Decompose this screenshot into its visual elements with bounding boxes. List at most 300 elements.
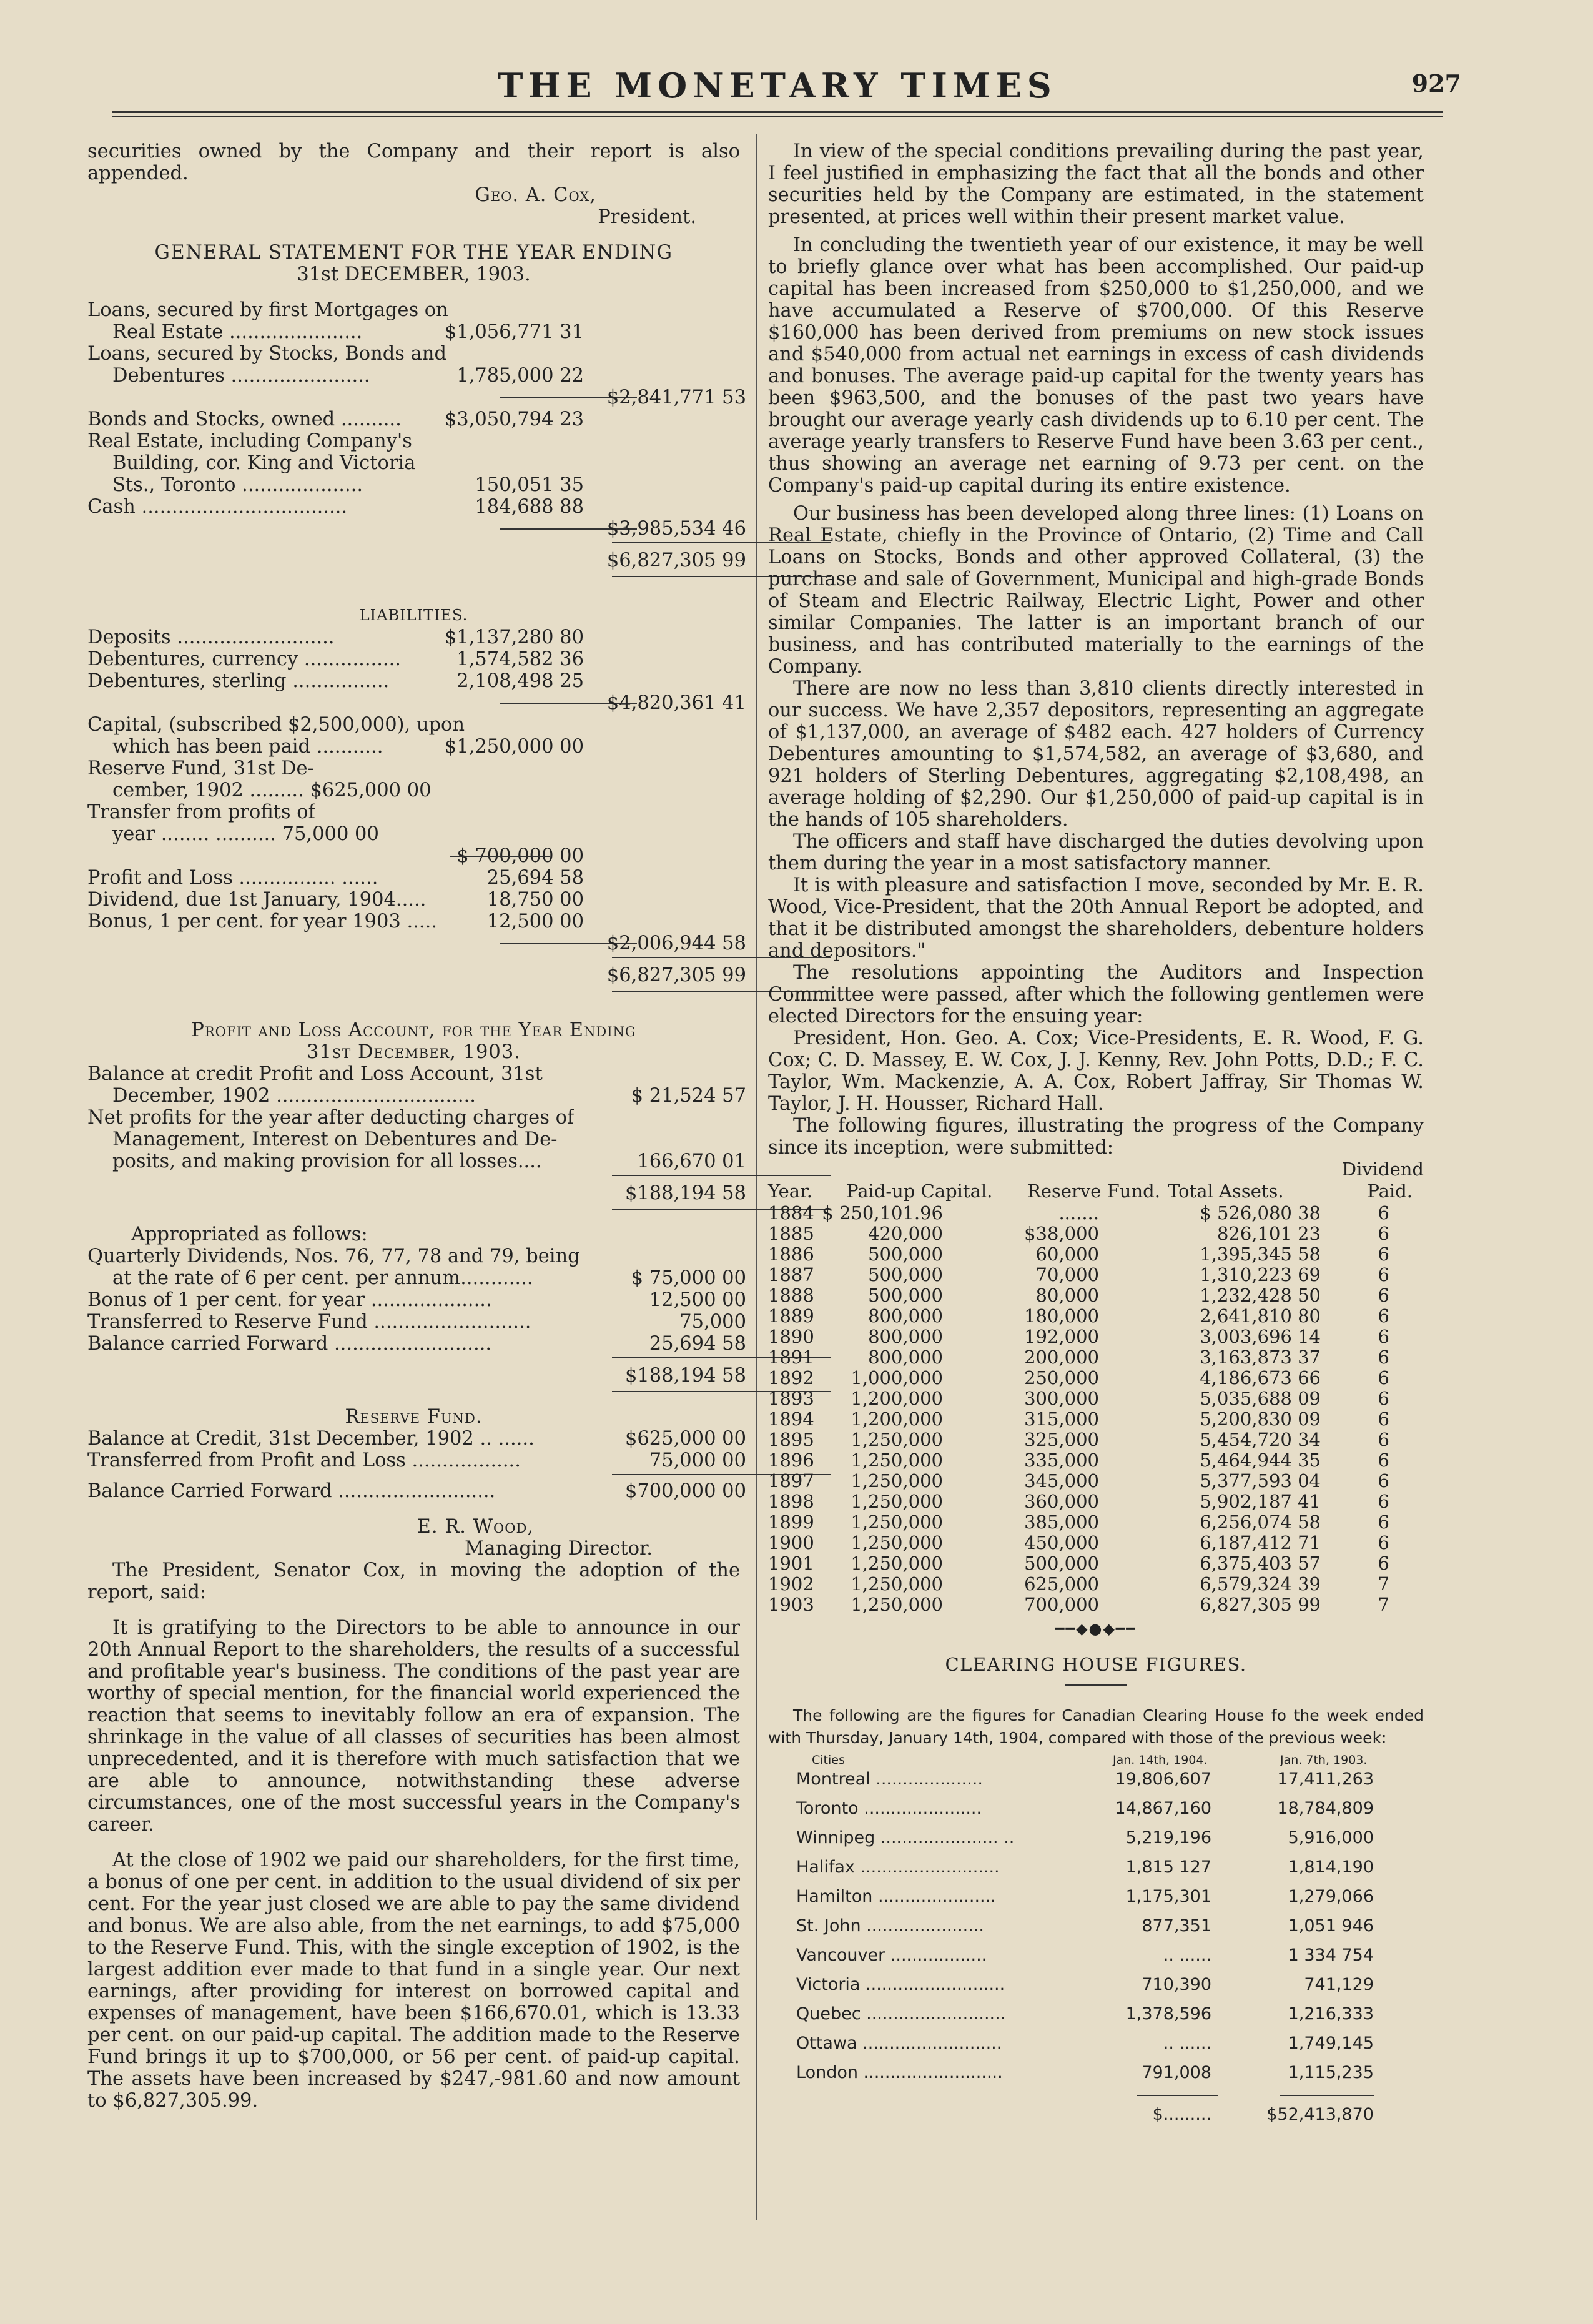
ledger-row: [87, 474, 740, 496]
hist-year: 1886: [768, 1244, 814, 1265]
ledger-subtotal: 75,000 00: [649, 1450, 746, 1471]
appropriation-total-row: [87, 1355, 746, 1392]
reserve-fund-title: Reserve Fund.: [345, 1406, 483, 1428]
hist-dividend: 6: [1378, 1285, 1389, 1306]
clearing-row: [768, 1768, 1424, 1797]
ledger-label: Management, Interest on Debentures and De-: [112, 1129, 558, 1150]
reserve-fund-table: [87, 1428, 746, 1471]
clearing-city: Ottawa ..........................: [796, 2034, 1002, 2053]
ledger-subtotal: 12,500 00: [649, 1289, 746, 1311]
ledger-row: [87, 736, 740, 758]
profit-loss-total-row: [87, 1172, 746, 1210]
hist-paid-up: 500,000: [868, 1244, 943, 1265]
reserve-balance-label: Balance Carried Forward ..........................: [87, 1480, 496, 1502]
hist-assets: 4,186,673 66: [1200, 1367, 1321, 1388]
ledger-label: Profit and Loss ................ ......: [87, 867, 378, 889]
clearing-value-1904: 1,378,596: [1125, 2004, 1211, 2024]
hist-reserve: 60,000: [1035, 1244, 1099, 1265]
hist-assets: 5,035,688 09: [1200, 1388, 1321, 1409]
ledger-subtotal: $ 21,524 57: [631, 1085, 746, 1107]
clearing-intro: The following are the figures for Canadian Clearing House fo the week ended with Thursday, January 14th, 1904, compared with those of the previous week:: [768, 1706, 1424, 1747]
clearing-title-rule: [1065, 1684, 1127, 1686]
ledger-row: [87, 1311, 746, 1333]
table-row: [768, 1244, 1424, 1264]
hist-reserve: .......: [1058, 1202, 1099, 1224]
hist-year: 1899: [768, 1511, 814, 1533]
hist-dividend: 6: [1378, 1408, 1389, 1430]
ledger-label: Balance at Credit, 31st December, 1902 .. ......: [87, 1428, 535, 1450]
hist-assets: 5,464,944 35: [1200, 1450, 1321, 1471]
hist-year: 1898: [768, 1491, 814, 1512]
liabilities-title: LIABILITIES.: [359, 606, 468, 624]
hist-paid-up: $ 250,101.96: [822, 1202, 943, 1224]
clearing-value-1903: 5,916,000: [1288, 1828, 1374, 1847]
ledger-label: Reserve Fund, 31st De-: [87, 758, 314, 779]
ledger-label: Bonds and Stocks, owned ..........: [87, 408, 402, 430]
hist-dividend: 6: [1378, 1202, 1389, 1224]
clearing-city: Quebec ..........................: [796, 2004, 1006, 2024]
clearing-total-row: [768, 2104, 1424, 2125]
ledger-subtotal: $2,006,944 58: [606, 932, 746, 954]
signature-cox: Geo. A. Cox,: [475, 184, 596, 206]
ledger-label: Building, cor. King and Victoria: [112, 452, 416, 474]
ledger-row: [87, 1450, 746, 1471]
hist-dividend: 6: [1378, 1553, 1389, 1574]
col-year: Year.: [768, 1180, 812, 1202]
clearing-total-1904: $.........: [1152, 2105, 1211, 2124]
twentieth-year-paragraph: In concluding the twentieth year of our existence, it may be well to briefly glance over what has been accomplished. Our paid-up capital has been increased from $250,000 to $1,250,000, and we have accumulated a Reserve of $700,000. Of this Reserve $160,000 has been derived from premiums on new stock issues and $540,000 from actual net earnings in excess of cash dividends and bonuses. The average paid-up capital for the twenty years has been $963,500, and the bonuses of the past two years have brought our average yearly cash dividends up to 6.10 per cent. The average yearly transfers to Reserve Fund have been 3.63 per cent., thus showing an average net earning of 9.73 per cent. on the Company's paid-up capital during its entire existence.: [768, 234, 1424, 497]
clearing-city: Toronto ......................: [796, 1799, 982, 1818]
ledger-row: [87, 801, 740, 823]
hist-reserve: 325,000: [1024, 1429, 1099, 1450]
hist-assets: 3,003,696 14: [1200, 1326, 1321, 1347]
assets-total: $6,827,305 99: [606, 550, 746, 571]
ledger-row: [87, 714, 740, 736]
ledger-label: at the rate of 6 per cent. per annum............: [112, 1267, 533, 1289]
ledger-subtotal: 166,670 01: [637, 1150, 746, 1172]
ledger-row: [87, 452, 740, 474]
masthead-rule: [112, 111, 1443, 117]
hist-paid-up: 1,250,000: [851, 1553, 943, 1574]
clearing-value-1903: 1 334 754: [1288, 1946, 1374, 1965]
clearing-value-1904: 1,175,301: [1125, 1887, 1211, 1906]
ledger-row: [87, 408, 740, 430]
clearing-city: Halifax ..........................: [796, 1857, 1000, 1877]
assets-table: [87, 299, 746, 540]
clearing-value-1904: 710,390: [1142, 1975, 1211, 1994]
ledger-subtotal: $625,000 00: [624, 1428, 746, 1450]
ledger-row: [87, 1267, 746, 1289]
gratifying-paragraph: It is gratifying to the Directors to be able to announce in our 20th Annual Report to the shareholders, the results of a successful and profitable year's business. The conditions of the past year are worthy of special mention, for the financial world experienced the reaction that seems to inevitably follow an era of expansion. The shrinkage in the value of all classes of securities has been almost unprecedented, and it is therefore with much satisfaction that we are able to announce, notwithstanding these adverse circumstances, one of the most successful years in the Company's career.: [87, 1617, 740, 1836]
hist-reserve: 250,000: [1024, 1367, 1099, 1388]
table-row: [768, 1491, 1424, 1511]
clearing-value-1904: 877,351: [1142, 1916, 1211, 1936]
clearing-city: Victoria ..........................: [796, 1975, 1005, 1994]
ledger-subtotal: $3,985,534 46: [606, 518, 746, 540]
hist-dividend: 6: [1378, 1470, 1389, 1491]
clearing-col-1903: Jan. 7th, 1903.: [1280, 1753, 1368, 1767]
hist-paid-up: 500,000: [868, 1285, 943, 1306]
hist-dividend: 6: [1378, 1347, 1389, 1368]
reserve-balance-value: $700,000 00: [624, 1480, 746, 1502]
hist-paid-up: 1,250,000: [851, 1429, 943, 1450]
hist-dividend: 6: [1378, 1264, 1389, 1285]
hist-assets: 826,101 23: [1216, 1223, 1321, 1244]
ledger-label: Bonus, 1 per cent. for year 1903 .....: [87, 911, 437, 932]
table-row: [768, 1532, 1424, 1553]
clearing-value-1903: 18,784,809: [1277, 1799, 1374, 1818]
intro-text: securities owned by the Company and their report is also appended.: [87, 141, 740, 184]
profit-loss-total: $188,194 58: [624, 1182, 746, 1204]
clearing-row: [768, 1944, 1424, 1974]
hist-dividend: 6: [1378, 1532, 1389, 1553]
ledger-label: Debentures, sterling ................: [87, 670, 390, 692]
table-row: [768, 1594, 1424, 1614]
clearing-value-1903: 1,749,145: [1288, 2034, 1374, 2053]
ledger-amount: 12,500 00: [486, 911, 584, 932]
history-table: [768, 1202, 1424, 1614]
clearing-row: [768, 1827, 1424, 1856]
hist-assets: 5,902,187 41: [1200, 1491, 1321, 1512]
ledger-row: [87, 1245, 740, 1267]
clearing-value-1904: 19,806,607: [1115, 1769, 1211, 1789]
hist-dividend: 6: [1378, 1244, 1389, 1265]
hist-reserve: 300,000: [1024, 1388, 1099, 1409]
hist-paid-up: 1,250,000: [851, 1532, 943, 1553]
hist-reserve: 625,000: [1024, 1573, 1099, 1595]
hist-dividend: 7: [1378, 1594, 1389, 1615]
table-row: [768, 1388, 1424, 1408]
hist-reserve: 315,000: [1024, 1408, 1099, 1430]
hist-year: 1903: [768, 1594, 814, 1615]
clearing-city: Winnipeg ...................... ..: [796, 1828, 1015, 1847]
hist-paid-up: 1,250,000: [851, 1594, 943, 1615]
hist-assets: 6,256,074 58: [1200, 1511, 1321, 1533]
clearing-row: [768, 2003, 1424, 2032]
hist-paid-up: 1,250,000: [851, 1470, 943, 1491]
hist-assets: 1,310,223 69: [1200, 1264, 1321, 1285]
clearing-value-1904: 5,219,196: [1125, 1828, 1211, 1847]
hist-year: 1890: [768, 1326, 814, 1347]
ledger-row: [87, 758, 740, 779]
page-number: 927: [1411, 69, 1461, 97]
hist-assets: 6,187,412 71: [1200, 1532, 1321, 1553]
hist-reserve: 360,000: [1024, 1491, 1099, 1512]
ledger-row: [87, 1428, 746, 1450]
ledger-amount: $3,050,794 23: [444, 408, 584, 430]
ledger-label: Debentures, currency ................: [87, 648, 401, 670]
left-column: [87, 141, 746, 2112]
table-row: [768, 1367, 1424, 1388]
hist-reserve: 70,000: [1035, 1264, 1099, 1285]
hist-assets: 5,377,593 04: [1200, 1470, 1321, 1491]
clearing-city: Montreal ....................: [796, 1769, 983, 1789]
general-statement-date: 31st DECEMBER, 1903.: [297, 264, 531, 285]
hist-paid-up: 1,200,000: [851, 1408, 943, 1430]
ledger-row: [87, 387, 746, 408]
clearing-header: [768, 1749, 1424, 1768]
hist-assets: 6,579,324 39: [1200, 1573, 1321, 1595]
ledger-label: posits, and making provision for all losses....: [112, 1150, 542, 1172]
ledger-label: Real Estate ......................: [112, 321, 363, 343]
ledger-row: [87, 1107, 740, 1129]
president-paragraph: The President, Senator Cox, in moving the adoption of the report, said:: [87, 1560, 740, 1603]
ledger-label: Balance carried Forward ..........................: [87, 1333, 492, 1355]
hist-year: 1887: [768, 1264, 814, 1285]
hist-year: 1884: [768, 1202, 814, 1224]
hist-reserve: 385,000: [1024, 1511, 1099, 1533]
table-row: [768, 1573, 1424, 1594]
hist-reserve: $38,000: [1024, 1223, 1099, 1244]
masthead: [112, 66, 1461, 116]
clearing-value-1904: .. ......: [1163, 1946, 1211, 1965]
ledger-label: Transferred from Profit and Loss ..................: [87, 1450, 521, 1471]
ledger-row: [87, 365, 740, 387]
clearing-row: [768, 1797, 1424, 1827]
hist-reserve: 450,000: [1024, 1532, 1099, 1553]
hist-dividend: 6: [1378, 1491, 1389, 1512]
hist-paid-up: 1,200,000: [851, 1388, 943, 1409]
ledger-label: Real Estate, including Company's: [87, 430, 412, 452]
hist-reserve: 700,000: [1024, 1594, 1099, 1615]
hist-year: 1901: [768, 1553, 814, 1574]
hist-dividend: 6: [1378, 1326, 1389, 1347]
hist-year: 1888: [768, 1285, 814, 1306]
clearing-value-1903: 1,279,066: [1288, 1887, 1374, 1906]
hist-assets: 1,232,428 50: [1200, 1285, 1321, 1306]
ledger-subtotal: $2,841,771 53: [606, 387, 746, 408]
ledger-row: [87, 1063, 740, 1085]
col-paid-up: Paid-up Capital.: [846, 1180, 993, 1202]
ledger-amount: $ 700,000 00: [456, 845, 584, 867]
motion-paragraph: It is with pleasure and satisfaction I move, seconded by Mr. E. R. Wood, Vice-President, that the 20th Annual Report be adopted, and that it be distributed amongst the shareholders, debenture holders and depositors.": [768, 874, 1424, 962]
hist-year: 1894: [768, 1408, 814, 1430]
ledger-label: Quarterly Dividends, Nos. 76, 77, 78 and 79, being: [87, 1245, 580, 1267]
general-statement-title: GENERAL STATEMENT FOR THE YEAR ENDING: [154, 242, 673, 264]
hist-assets: 5,200,830 09: [1200, 1408, 1321, 1430]
ledger-subtotal: $ 75,000 00: [631, 1267, 746, 1289]
signature-cox-title: President.: [598, 206, 696, 228]
ledger-row: [87, 518, 746, 540]
ledger-row: [87, 1333, 746, 1355]
col-dividend: Dividend: [1341, 1159, 1424, 1180]
table-row: [768, 1223, 1424, 1244]
clearing-value-1903: 1,216,333: [1288, 2004, 1374, 2024]
ornament: ━━◆●◆━━: [1055, 1620, 1137, 1638]
hist-paid-up: 1,250,000: [851, 1573, 943, 1595]
ledger-row: [87, 845, 740, 867]
hist-paid-up: 1,000,000: [851, 1367, 943, 1388]
hist-dividend: 6: [1378, 1305, 1389, 1327]
table-row: [768, 1326, 1424, 1347]
clearing-city: Vancouver ..................: [796, 1946, 987, 1965]
hist-year: 1892: [768, 1367, 814, 1388]
ledger-row: [87, 626, 740, 648]
ledger-row: [87, 1129, 740, 1150]
hist-reserve: 80,000: [1035, 1285, 1099, 1306]
table-row: [768, 1408, 1424, 1429]
hist-assets: $ 526,080 38: [1200, 1202, 1321, 1224]
ledger-amount: $1,056,771 31: [444, 321, 584, 343]
reserve-balance-row: [87, 1480, 746, 1502]
table-row: [768, 1202, 1424, 1223]
liabilities-total: $6,827,305 99: [606, 964, 746, 986]
ledger-amount: 25,694 58: [486, 867, 584, 889]
ledger-row: [87, 1085, 746, 1107]
hist-paid-up: 800,000: [868, 1326, 943, 1347]
three-lines-paragraph: Our business has been developed along three lines: (1) Loans on Real Estate, chiefly in the Province of Ontario, (2) Time and Call Loans on Stocks, Bonds and other approved Collateral, (3) the purchase and sale of Government, Municipal and high-grade Bonds of Steam and Electric Railway, Electric Light, Power and other similar Companies. The latter is an important branch of our business, and has contributed materially to the earnings of the Company.: [768, 503, 1424, 678]
hist-paid-up: 800,000: [868, 1305, 943, 1327]
clearing-city: London ..........................: [796, 2063, 1003, 2082]
ledger-label: Dividend, due 1st January, 1904.....: [87, 889, 427, 911]
hist-reserve: 200,000: [1024, 1347, 1099, 1368]
table-row: [768, 1264, 1424, 1285]
ledger-row: [87, 321, 740, 343]
hist-assets: 1,395,345 58: [1200, 1244, 1321, 1265]
hist-year: 1889: [768, 1305, 814, 1327]
table-row: [768, 1470, 1424, 1491]
ledger-amount: $1,250,000 00: [444, 736, 584, 758]
hist-dividend: 6: [1378, 1450, 1389, 1471]
ledger-amount: 184,688 88: [475, 496, 584, 518]
ledger-label: Transferred to Reserve Fund ..........................: [87, 1311, 531, 1333]
clearing-row: [768, 1856, 1424, 1886]
ledger-subtotal: $4,820,361 41: [606, 692, 746, 714]
ledger-subtotal: 75,000: [679, 1311, 746, 1333]
ledger-amount: 1,574,582 36: [456, 648, 584, 670]
ledger-row: [87, 779, 740, 801]
profit-loss-title: Profit and Loss Account, for the Year Ending: [191, 1019, 636, 1041]
ledger-row: [87, 692, 746, 714]
col-reserve: Reserve Fund.: [1027, 1180, 1160, 1202]
ledger-label: Deposits ..........................: [87, 626, 335, 648]
hist-reserve: 335,000: [1024, 1450, 1099, 1471]
appropriation-total: $188,194 58: [624, 1365, 746, 1387]
profit-loss-date: 31st December, 1903.: [307, 1041, 521, 1063]
assets-total-row: [87, 540, 746, 577]
table-row: [768, 1305, 1424, 1326]
hist-year: 1896: [768, 1450, 814, 1471]
ledger-row: [87, 343, 740, 365]
clearing-row: [768, 1886, 1424, 1915]
ledger-row: [87, 648, 740, 670]
special-conditions-paragraph: In view of the special conditions prevailing during the past year, I feel justified in emphasizing the fact that all the bonds and other securities held by the Company are estimated, in the statement presented, at prices well within their present market value.: [768, 141, 1424, 228]
clearing-value-1903: 1,051 946: [1288, 1916, 1374, 1936]
liabilities-total-row: [87, 954, 746, 992]
clearing-row: [768, 2062, 1424, 2091]
clearing-city: Hamilton ......................: [796, 1887, 996, 1906]
table-row: [768, 1450, 1424, 1470]
hist-year: 1902: [768, 1573, 814, 1595]
ledger-label: Transfer from profits of: [87, 801, 315, 823]
hist-dividend: 7: [1378, 1573, 1389, 1595]
hist-year: 1885: [768, 1223, 814, 1244]
ledger-label: Balance at credit Profit and Loss Account, 31st: [87, 1063, 543, 1085]
hist-year: 1891: [768, 1347, 814, 1368]
hist-assets: 3,163,873 37: [1200, 1347, 1321, 1368]
appropriated-title: Appropriated as follows:: [131, 1224, 368, 1245]
ledger-row: [87, 496, 740, 518]
clearing-value-1904: 14,867,160: [1115, 1799, 1211, 1818]
signature-wood-title: Managing Director.: [465, 1538, 653, 1560]
hist-dividend: 6: [1378, 1429, 1389, 1450]
hist-dividend: 6: [1378, 1367, 1389, 1388]
clearing-value-1904: 791,008: [1142, 2063, 1211, 2082]
ledger-label: Bonus of 1 per cent. for year ....................: [87, 1289, 492, 1311]
ledger-label: Net profits for the year after deducting charges of: [87, 1107, 575, 1129]
ledger-label: Cash ..................................: [87, 496, 348, 518]
clearing-value-1904: 1,815 127: [1125, 1857, 1211, 1877]
hist-assets: 6,375,403 57: [1200, 1553, 1321, 1574]
hist-year: 1893: [768, 1388, 814, 1409]
signature-wood: E. R. Wood,: [417, 1516, 534, 1538]
clearing-city: St. John ......................: [796, 1916, 984, 1936]
ledger-row: [87, 670, 740, 692]
hist-reserve: 180,000: [1024, 1305, 1099, 1327]
ledger-label: Loans, secured by Stocks, Bonds and: [87, 343, 446, 365]
hist-paid-up: 1,250,000: [851, 1450, 943, 1471]
hist-year: 1897: [768, 1470, 814, 1491]
clearing-value-1903: 1,814,190: [1288, 1857, 1374, 1877]
figures-intro-paragraph: The following figures, illustrating the progress of the Company since its inception, were submitted:: [768, 1115, 1424, 1159]
clearing-value-1904: .. ......: [1163, 2034, 1211, 2053]
hist-assets: 2,641,810 80: [1200, 1305, 1321, 1327]
ledger-label: which has been paid ...........: [112, 736, 383, 758]
clearing-col-city: Cities: [812, 1753, 845, 1767]
hist-reserve: 500,000: [1024, 1553, 1099, 1574]
clearing-row: [768, 1974, 1424, 2003]
ledger-row: [87, 932, 746, 954]
hist-reserve: 192,000: [1024, 1326, 1099, 1347]
hist-dividend: 6: [1378, 1388, 1389, 1409]
resolutions-paragraph: The resolutions appointing the Auditors and Inspection Committee were passed, after which the following gentlemen were elected Directors for the ensuing year:: [768, 962, 1424, 1027]
table-row: [768, 1429, 1424, 1450]
ledger-label: December, 1902 .................................: [112, 1085, 476, 1107]
ledger-amount: 18,750 00: [486, 889, 584, 911]
ledger-row: [87, 1150, 746, 1172]
directors-paragraph: President, Hon. Geo. A. Cox; Vice-Presidents, E. R. Wood, F. G. Cox; C. D. Massey, E. W. Cox, J. J. Kenny, Rev. John Potts, D.D.; F. C. Taylor, Wm. Mackenzie, A. A. Cox, Robert Jaffray, Sir Thomas W. Taylor, J. H. Housser, Richard Hall.: [768, 1027, 1424, 1115]
hist-paid-up: 500,000: [868, 1264, 943, 1285]
right-column: [768, 141, 1424, 2125]
clearing-total-1903: $52,413,870: [1266, 2105, 1374, 2124]
history-table-header: [768, 1159, 1424, 1202]
officers-paragraph: The officers and staff have discharged the duties devolving upon them during the year in a most satisfactory manner.: [768, 831, 1424, 874]
clearing-title: CLEARING HOUSE FIGURES.: [945, 1654, 1247, 1675]
hist-paid-up: 1,250,000: [851, 1491, 943, 1512]
ledger-row: [87, 889, 740, 911]
ledger-label: Debentures .......................: [112, 365, 370, 387]
appropriation-table: [87, 1245, 746, 1355]
clearing-value-1903: 1,115,235: [1288, 2063, 1374, 2082]
hist-year: 1900: [768, 1532, 814, 1553]
hist-paid-up: 800,000: [868, 1347, 943, 1368]
liabilities-table: [87, 626, 746, 954]
table-row: [768, 1347, 1424, 1367]
clients-paragraph: There are now no less than 3,810 clients directly interested in our success. We have 2,357 depositors, representing an aggregate of $1,137,000, an average of $482 each. 427 holders of Currency Debentures amounting to $1,574,582, an average of $3,680, and 921 holders of Sterling Debentures, aggregating $2,108,498, an average holding of $2,290. Our $1,250,000 of paid-up capital is in the hands of 105 shareholders.: [768, 678, 1424, 831]
table-row: [768, 1285, 1424, 1305]
ledger-amount: 2,108,498 25: [456, 670, 584, 692]
hist-paid-up: 1,250,000: [851, 1511, 943, 1533]
ledger-amount: 150,051 35: [475, 474, 584, 496]
clearing-value-1903: 17,411,263: [1277, 1769, 1374, 1789]
clearing-row: [768, 2032, 1424, 2062]
hist-dividend: 6: [1378, 1223, 1389, 1244]
clearing-col-1904: Jan. 14th, 1904.: [1113, 1753, 1208, 1767]
masthead-title: THE MONETARY TIMES: [498, 66, 1057, 106]
hist-year: 1895: [768, 1429, 814, 1450]
ledger-amount: 1,785,000 22: [456, 365, 584, 387]
hist-assets: 5,454,720 34: [1200, 1429, 1321, 1450]
